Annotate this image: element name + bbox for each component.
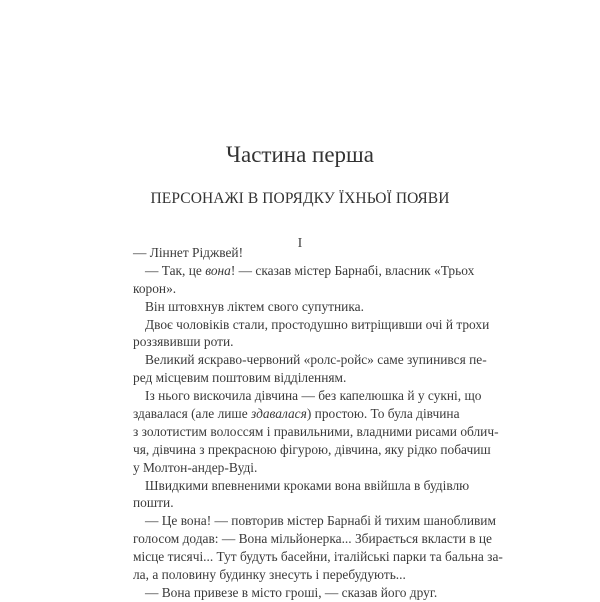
text-line [133,333,448,351]
text-segment: Великий яскраво-червоний «ролс-ройс» саме зупинився пе- [145,352,487,368]
part-title: Частина перша [226,142,374,167]
text-line [133,387,482,405]
text-segment: корон». [133,280,177,296]
text-line [133,459,448,477]
text-segment: Він штовхнув ліктем свого супутника. [145,298,364,314]
text-segment: — Це вона! — повторив містер Барнабі й тихим шанобливим [145,513,496,529]
text-segment: у Молтон-андер-Вуді. [133,459,258,475]
text-line [133,244,448,262]
text-line [133,351,487,369]
text-line [133,584,448,602]
chapter-number: I [297,236,303,251]
italic-text: здавалася [251,406,307,422]
text-segment: — Ліннет Ріджвей! [133,245,244,260]
text-line [133,262,475,280]
text-segment: ) простою. То була дівчина [306,406,460,422]
text-segment: роззявивши роти. [133,334,234,350]
text-line [133,441,491,459]
text-line [133,530,492,548]
text-segment: Із нього вискочила дівчина — без капелюшка й у сукні, що [145,388,482,404]
text-line [133,548,503,566]
text-segment: здавалася (але лише [133,406,252,422]
text-segment: з золотистим волоссям і правильними, владними рисами облич- [133,423,499,439]
text-line [133,405,460,423]
text-segment: пошти. [133,495,174,511]
text-line [133,494,448,512]
text-segment: чя, дівчина з прекрасною фігурою, дівчина, яку рідко побачиш [133,441,491,457]
text-segment: місце тисячі... Тут будуть басейни, італійські парки та бальна за- [133,549,503,565]
text-segment: — Так, це [145,262,206,278]
italic-text: вона [205,262,231,278]
text-segment: голосом додав: — Вона мільйонерка... Збирається вкласти в це [133,531,492,547]
text-line [133,298,448,316]
text-line [133,423,499,441]
text-line [133,477,470,495]
body-text [133,244,503,602]
text-segment: ! — сказав містер Барнабі, власник «Трьох [230,262,475,278]
text-segment: — Вона привезе в місто гроші, — сказав його друг. [145,584,438,600]
text-segment: Двоє чоловіків стали, простодушно витріщивши очі й трохи [145,316,490,332]
text-line [133,316,490,334]
text-line [133,566,448,584]
text-segment: ред місцевим поштовим відділенням. [133,370,347,386]
text-line [133,512,496,530]
text-line [133,280,448,298]
text-line [133,369,448,387]
text-segment: Швидкими впевненими кроками вона ввійшла в будівлю [145,477,470,493]
text-segment: ла, а половину будинку знесуть і перебудують... [133,567,406,583]
part-subtitle: ПЕРСОНАЖІ В ПОРЯДКУ ЇХНЬОЇ ПОЯВИ [150,190,450,207]
